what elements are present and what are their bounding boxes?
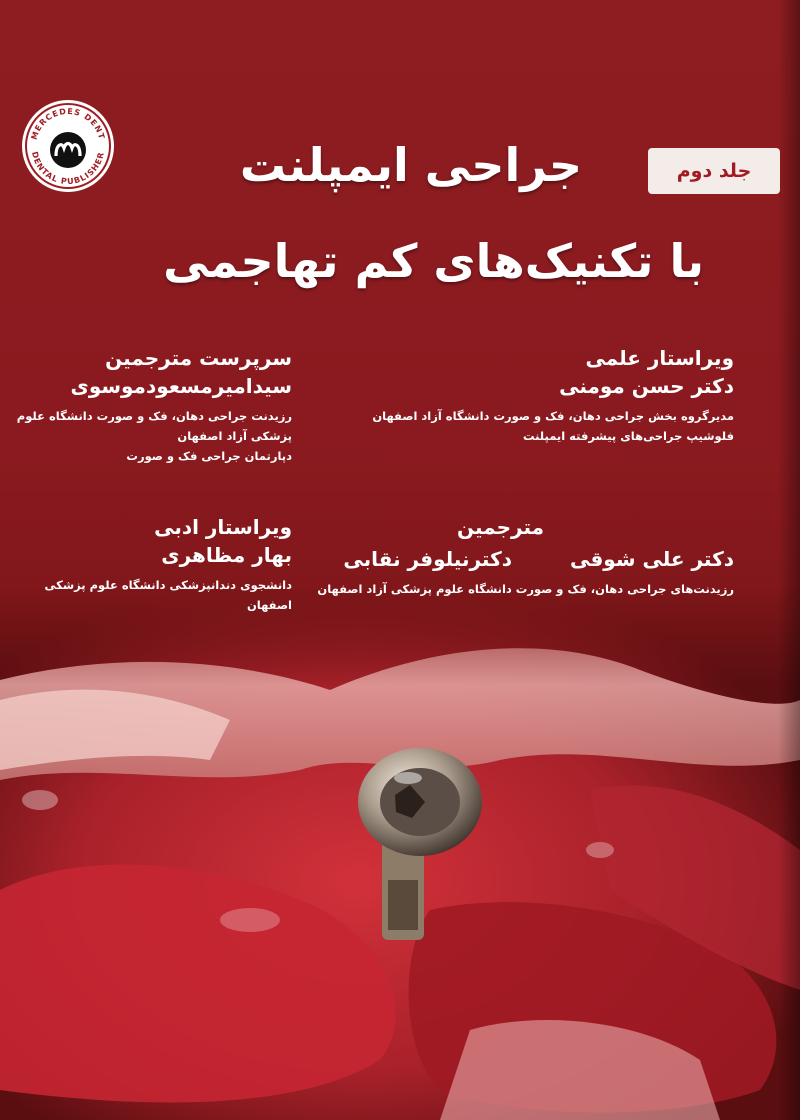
literary-editor-role: ویراستار ادبی (154, 515, 292, 539)
logo-text-top: MERCEDES DENT (29, 106, 107, 141)
translation-supervisor-name: سیدامیرمسعودموسوی (70, 374, 292, 398)
translators-affiliation: رزیدنت‌های جراحی دهان، فک و صورت دانشگاه علوم پزشکی آزاد اصفهان (317, 582, 734, 596)
publisher-logo (20, 98, 116, 194)
logo-text-bottom: DENTAL PUBLISHER (30, 150, 106, 187)
literary-editor-affiliation: دانشجوی دندانپزشکی دانشگاه علوم پزشکی اصفهان (44, 578, 292, 613)
translators-role: مترجمین (457, 515, 544, 539)
translation-supervisor-department: دپارتمان جراحی فک و صورت (126, 449, 292, 464)
implant-surgery-photo (0, 590, 800, 1120)
translator-name-1: دکتر علی شوقی (569, 547, 734, 571)
scientific-editor-block (372, 346, 734, 446)
volume-label: جلد دوم (648, 148, 780, 194)
spine-shadow (778, 0, 800, 1120)
book-title-line2: با تکنیک‌های کم تهاجمی (163, 234, 704, 288)
translation-supervisor-block (0, 346, 292, 466)
scientific-editor-fellowship: فلوشیپ جراحی‌های پیشرفته ایمپلنت (522, 429, 734, 444)
translation-supervisor-role: سرپرست مترجمین (105, 346, 292, 370)
translator-name-2: دکترنیلوفر نقابی (343, 547, 512, 571)
scientific-editor-role: ویراستار علمی (585, 346, 734, 370)
literary-editor-name: بهار مظاهری (161, 543, 292, 567)
scientific-editor-name: دکتر حسن مومنی (559, 374, 734, 398)
translation-supervisor-affiliation: رزیدنت جراحی دهان، فک و صورت دانشگاه علوم پزشکی آزاد اصفهان (16, 409, 292, 444)
translators-block (317, 515, 734, 599)
scientific-editor-affiliation: مدیرگروه بخش جراحی دهان، فک و صورت دانشگاه آزاد اصفهان (372, 409, 734, 423)
literary-editor-block (0, 515, 292, 615)
book-title-line1: جراحی ایمپلنت (239, 138, 582, 192)
